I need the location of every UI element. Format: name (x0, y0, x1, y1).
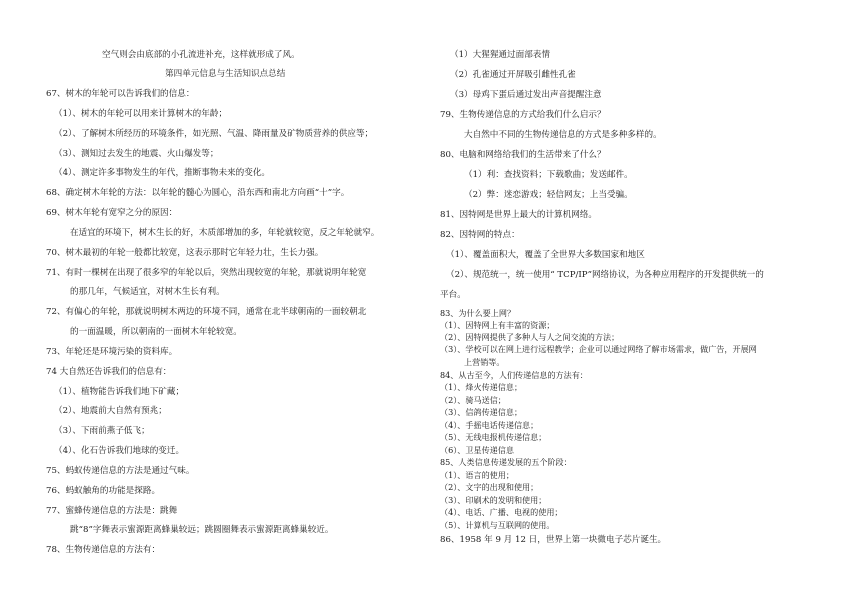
text-line: （1）、覆盖面积大，覆盖了全世界大多数国家和地区 (446, 250, 645, 260)
text-line: 82、因特网的特点： (440, 230, 520, 240)
text-line: （1）、因特网上有丰富的资源； (440, 320, 555, 330)
text-line: （3）、下雨前燕子低飞； (54, 426, 150, 436)
text-line: 76、蚂蚁触角的功能是探路。 (46, 486, 161, 496)
text-line: （2）、骑马送信； (440, 395, 506, 405)
text-line: 的一面温暖，所以朝南的一面树木年轮较宽。 (70, 327, 242, 337)
text-line: 83、为什么要上网？ (440, 308, 516, 318)
text-line: 79、生物传递信息的方式给我们什么启示？ (440, 110, 606, 120)
text-line: （1）大猩猩通过面部表情 (450, 50, 550, 60)
text-line: 71、有时一棵树在出现了很多窄的年轮以后，突然出现较宽的年轮，那就说明年轮宽 (46, 268, 367, 278)
text-line: （3）母鸡下蛋后通过发出声音提醒注意 (450, 90, 602, 100)
text-line: （2）弊：迷恋游戏；轻信网友；上当受骗。 (464, 190, 633, 200)
text-line: 68、确定树木年轮的方法：以年轮的髓心为圆心，沿东西和南北方向画“十”字。 (46, 188, 350, 198)
text-line: 73、年轮还是环境污染的资料库。 (46, 347, 178, 357)
text-line: 空气则会由底部的小孔流进补充，这样就形成了风。 (102, 50, 300, 60)
text-line: 70、树木最初的年轮一般都比较宽，这表示那时它年轻力壮，生长力强。 (46, 248, 324, 258)
text-line: 在适宜的环境下，树木生长的好，木质部增加的多，年轮就较宽，反之年轮就窄。 (70, 228, 380, 238)
text-line: 80、电脑和网络给我们的生活带来了什么？ (440, 150, 606, 160)
text-line: （1）、树木的年轮可以用来计算树木的年龄； (54, 109, 228, 119)
text-line: （2）孔雀通过开屏吸引雌性孔雀 (450, 70, 576, 80)
section-heading: 第四单元信息与生活知识点总结 (165, 69, 286, 79)
text-line: （2）、地震前大自然有预兆； (54, 406, 167, 416)
text-line: （3）、测知过去发生的地震、火山爆发等； (54, 149, 219, 159)
text-line: （4）、手摇电话传递信息； (440, 420, 539, 430)
text-line: （5）、计算机与互联网的使用。 (440, 520, 555, 530)
text-line: （2）、规范统一，统一使用“ TCP/IP”网络协议，为各种应用程序的开发提供统一的 (446, 270, 764, 280)
text-line: （3）、印刷术的发明和使用； (440, 495, 547, 505)
text-line: （1）、植物能告诉我们地下矿藏； (54, 387, 185, 397)
text-line: 75、蚂蚁传递信息的方法是通过气味。 (46, 466, 195, 476)
text-line: 大自然中不同的生物传递信息的方式是多种多样的。 (464, 130, 662, 140)
text-line: 67、树木的年轮可以告诉我们的信息： (46, 89, 195, 99)
text-line: （1）利：查找资料；下载歌曲；发送邮件。 (464, 170, 633, 180)
text-line: 85、人类信息传递发展的五个阶段： (440, 457, 572, 467)
text-line: （2）、了解树木所经历的环境条件，如光照、气温、降雨量及矿物质营养的供应等； (54, 129, 374, 139)
text-line: （1）、语言的使用； (440, 470, 514, 480)
text-line: 69、树木年轮有宽窄之分的原因： (46, 208, 178, 218)
text-line: 84、从古至今，人们传递信息的方法有： (440, 370, 588, 380)
text-line: （3）、学校可以在网上进行远程教学；企业可以通过网络了解市场需求，做广告，开展网 (440, 344, 757, 354)
text-line: 平台。 (440, 290, 466, 300)
text-line: 上营销等。 (464, 357, 505, 367)
text-line: （1）、烽火传递信息； (440, 382, 523, 392)
text-line: 72、有偏心的年轮，那就说明树木两边的环境不同，通常在北半球朝南的一面较朝北 (46, 307, 367, 317)
text-line: （2）、文字的出现和使用； (440, 482, 539, 492)
text-line: 78、生物传递信息的方法有： (46, 545, 161, 555)
text-line: （4）、化石告诉我们地球的变迁。 (54, 446, 185, 456)
text-line: （2）、因特网提供了多种人与人之间交流的方法； (440, 332, 620, 342)
text-line: （3）、信鸽传递信息； (440, 407, 523, 417)
text-line: 的那几年，气候适宜，对树木生长有利。 (70, 287, 225, 297)
text-line: （4）、测定许多事物发生的年代，推断事物未来的变化。 (54, 168, 271, 178)
text-line: 74 大自然还告诉我们的信息有： (46, 367, 172, 377)
text-line: 86、1958 年 9 月 12 日，世界上第一块微电子芯片诞生。 (440, 535, 667, 545)
text-line: （4）、电话、广播、电视的使用； (440, 507, 563, 517)
text-line: 77、蜜蜂传递信息的方法是：跳舞 (46, 506, 178, 516)
text-line: 跳“8”字舞表示蜜源距离蜂巢较远；跳圆圈舞表示蜜源距离蜂巢较近。 (70, 525, 334, 535)
text-line: （6）、卫星传递信息 (440, 445, 514, 455)
text-line: （5）、无线电报机传递信息； (440, 432, 547, 442)
text-line: 81、因特网是世界上最大的计算机网络。 (440, 210, 598, 220)
